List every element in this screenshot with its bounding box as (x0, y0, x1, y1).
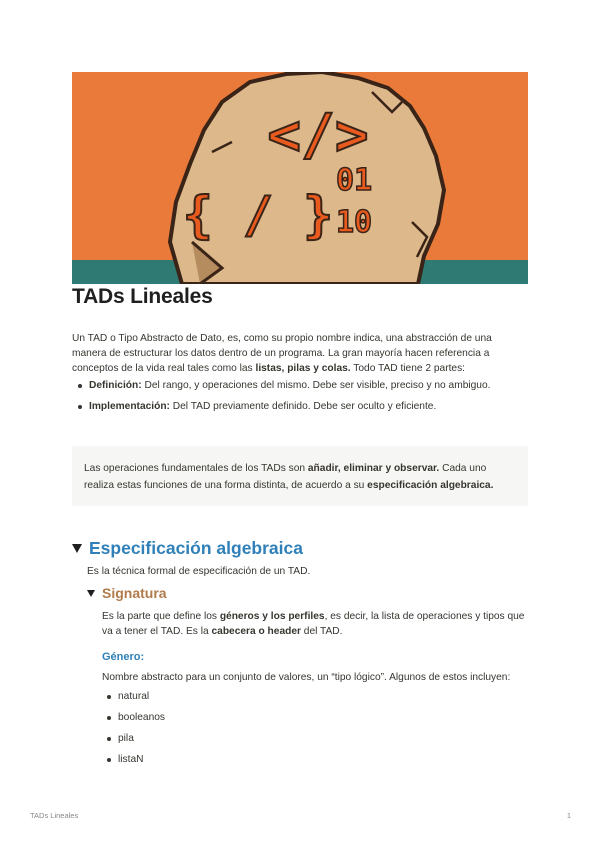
intro-bold: listas, pilas y colas. (255, 363, 351, 374)
callout-text: Las operaciones fundamentales de los TADs son (84, 463, 308, 474)
list-item: natural (102, 689, 165, 704)
callout-bold: especificación algebraica. (367, 480, 494, 491)
genero-list (102, 689, 165, 773)
signatura-bold: cabecera o header (211, 626, 301, 637)
section-heading: Especificación algebraica (89, 538, 303, 558)
rock-code-illustration (72, 72, 528, 284)
section-toggle-especificacion[interactable] (72, 538, 303, 559)
callout-bold: añadir, eliminar y observar. (307, 463, 440, 474)
list-item: booleanos (102, 710, 165, 725)
cover-image (72, 72, 528, 284)
list-item: pila (102, 731, 165, 746)
signatura-text: Es la parte que define los (102, 611, 220, 622)
binary-top: 01 (335, 163, 373, 198)
intro-text: Un TAD o Tipo Abstracto de Dato, es, como su propio nombre indica, una abstracción de una manera de estructurar los datos dentro de un programa. La gran mayoría hacen referencia a conceptos de la vida real tales como las (72, 333, 492, 374)
signatura-paragraph (102, 609, 528, 639)
intro-text-end: Todo TAD tiene 2 partes: (350, 363, 466, 374)
brace-symbol: { / } (182, 186, 334, 244)
toggle-triangle-icon[interactable] (72, 544, 82, 553)
page-number: 1 (566, 811, 571, 820)
signatura-bold: géneros y los perfiles (219, 611, 325, 622)
list-item (72, 399, 528, 414)
list-item-term: Implementación: (89, 401, 170, 412)
section-toggle-signatura[interactable] (87, 585, 167, 601)
list-item-term: Definición: (89, 380, 142, 391)
list-item (72, 378, 528, 393)
parts-list (72, 378, 528, 420)
subsection-heading: Signatura (102, 585, 167, 601)
genero-heading: Género: (102, 651, 145, 663)
genero-text: Nombre abstracto para un conjunto de valores, un “tipo lógico”. Algunos de estos incluyen: (102, 672, 511, 683)
list-item: listaN (102, 752, 165, 767)
callout-text: Cada uno realiza estas funciones de una forma distinta, de acuerdo a su (84, 463, 487, 491)
binary-bottom: 10 (335, 205, 373, 240)
signatura-text: del TAD. (300, 626, 343, 637)
list-item-text: Del rango, y operaciones del mismo. Debe ser visible, preciso y no ambiguo. (141, 380, 491, 391)
footer-title: TADs Lineales (30, 811, 79, 820)
callout-box (72, 446, 528, 506)
page-title: TADs Lineales (72, 285, 213, 308)
code-symbol: </> (267, 103, 369, 168)
list-item-text: Del TAD previamente definido. Debe ser oculto y eficiente. (169, 401, 437, 412)
signatura-text: , es decir, la lista de operaciones y tipos que va a tener el TAD. Es la (102, 611, 525, 637)
intro-paragraph (72, 331, 528, 376)
toggle-triangle-icon[interactable] (87, 590, 95, 597)
section-text: Es la técnica formal de especificación de un TAD. (87, 566, 311, 577)
